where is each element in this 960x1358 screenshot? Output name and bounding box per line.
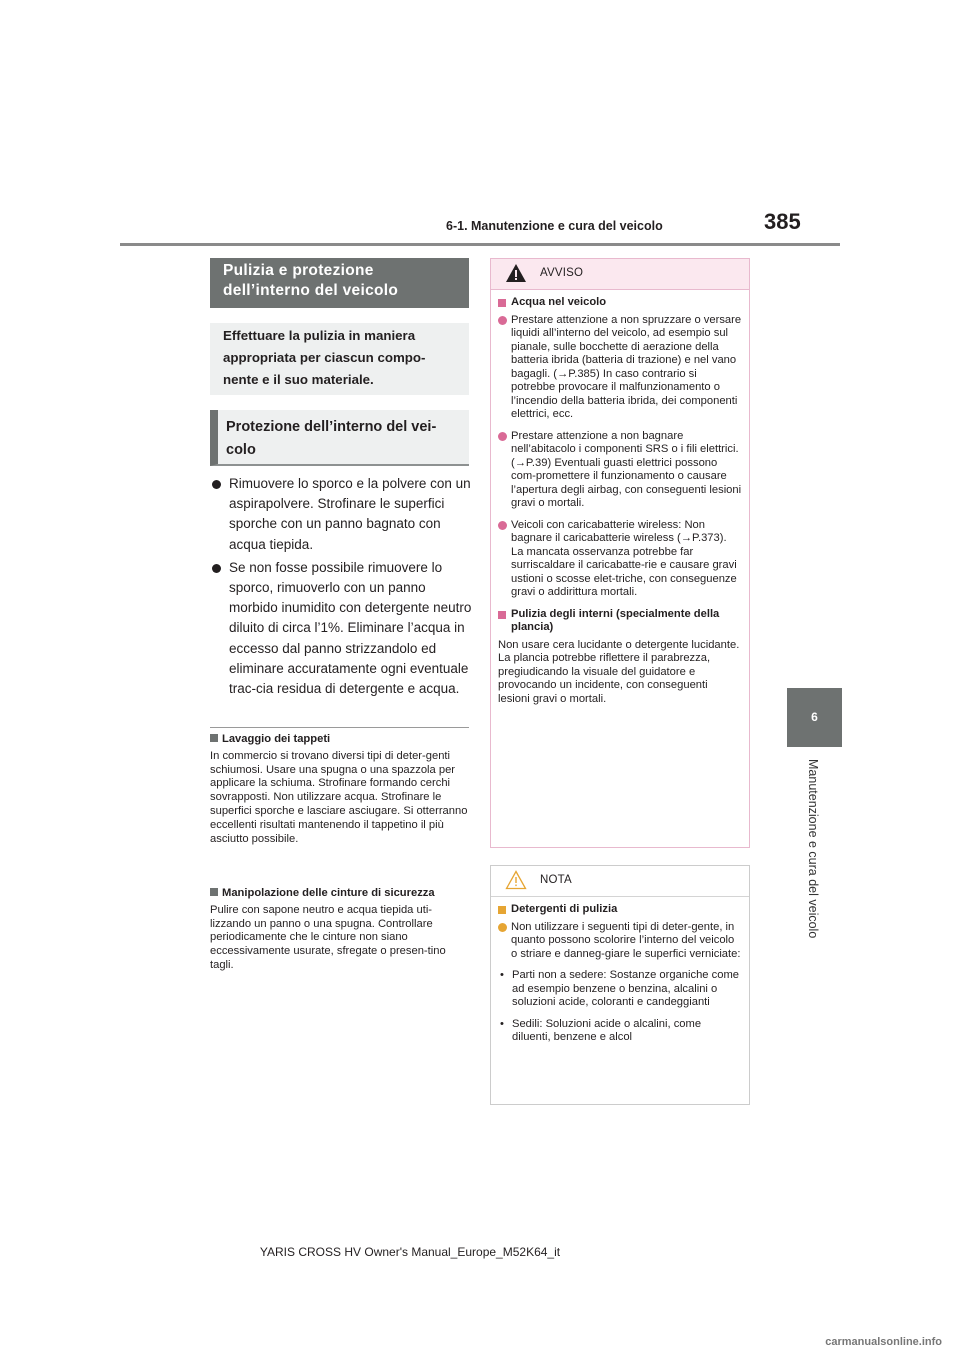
note-heading-text: Lavaggio dei tappeti	[222, 733, 331, 745]
notice-label: NOTA	[540, 874, 572, 886]
notice-heading	[498, 903, 742, 917]
watermark: carmanualsonline.info	[825, 1336, 942, 1348]
square-bullet-icon	[210, 734, 218, 742]
note-heading-text: Manipolazione delle cinture di sicurezza	[222, 887, 435, 899]
notice-dash-item	[498, 1018, 742, 1045]
notice-item-text: Non utilizzare i seguenti tipi di deter-gente, in quanto possono scolorire l’interno del veicolo o striare e danneg-giare le superfici verniciate:	[511, 920, 741, 960]
warning-header	[491, 259, 749, 290]
intro-text: Effettuare la pulizia in maniera appropriata per ciascun compo-nente e il suo materiale.	[210, 323, 469, 395]
warning-label: AVVISO	[540, 267, 584, 279]
warning-heading-text: Acqua nel veicolo	[511, 296, 607, 308]
footer	[0, 1245, 960, 1259]
warning-item-text: Veicoli con caricabatterie wireless: Non bagnare il caricabatterie wireless (→P.373). La mancata osservanza potrebbe far surriscaldare il caricabatte-rie e causare gravi ustioni o scosse elet-triche, con conseguenze gravi o addirittura mortali.	[511, 518, 737, 598]
warning-section-heading	[498, 296, 742, 310]
footer-text: YARIS CROSS HV Owner's Manual_Europe_M52K64_it	[259, 1245, 561, 1259]
square-bullet-icon	[210, 888, 218, 896]
circle-bullet-icon	[498, 432, 507, 441]
warning-item-text: Prestare attenzione a non spruzzare o versare liquidi all’interno del veicolo, ad esempio sul pianale, sulle bocchette di aerazione della batteria ibrida (batteria di trazione) e nel vano bagagli. (→P.385) In caso contrario si potrebbe provocare il malfunzionamento o l’incendio della batteria ibrida, dei componenti elettrici, ecc.	[511, 313, 742, 420]
notice-header	[491, 866, 749, 897]
notice-dash-text: Sedili: Soluzioni acide o alcalini, come diluenti, benzene e alcol	[512, 1017, 702, 1043]
divider	[210, 727, 469, 728]
bullet-list	[210, 474, 472, 702]
warning-heading-text: Pulizia degli interni (specialmente della plancia)	[511, 607, 720, 633]
header-rule	[120, 243, 840, 246]
note-body: In commercio si trovano diversi tipi di deter-genti schiumosi. Usare una spugna o una spazzola per applicare la schiuma. Strofinare formando cerchi sovrapposti. Non utilizzare acqua. Strofinare le superfici sporche e lasciare asciugare. Si otterranno eccellenti risultati mantenendo il tappetino il più asciutto possibile.	[210, 749, 468, 845]
square-bullet-icon	[498, 299, 506, 307]
chapter-label: Manutenzione e cura del veicolo	[806, 759, 820, 939]
section-header: 6-1. Manutenzione e cura del veicolo	[446, 219, 663, 233]
warning-triangle-icon	[505, 263, 527, 283]
notice-body	[491, 897, 749, 1045]
warning-item-text: Prestare attenzione a non bagnare nell’abitacolo i componenti SRS o i fili elettrici. (→P.39) Eventuali guasti elettrici possono com-promettere il funzionamento o causare l’apertura degli airbag, con conseguenti lesioni gravi o mortali.	[511, 429, 742, 509]
warning-box	[490, 258, 750, 848]
bullet-item	[210, 558, 472, 699]
page-number: 385	[764, 209, 801, 234]
notice-dash-item	[498, 969, 742, 1010]
bullet-item	[210, 474, 472, 555]
circle-bullet-icon	[498, 923, 507, 932]
notice-heading-text: Detergenti di pulizia	[511, 903, 618, 915]
section-title: Pulizia e protezione dell’interno del veicolo	[210, 258, 469, 308]
notice-dash-text: Parti non a sedere: Sostanze organiche come ad esempio benzene o benzina, alcalini o soluzioni acide, coloranti e candeggianti	[512, 969, 739, 1008]
note-heading	[210, 887, 472, 901]
note-carpets	[210, 733, 472, 846]
warning-item	[498, 430, 742, 511]
warning-item	[498, 314, 742, 422]
warning-item	[498, 519, 742, 600]
bullet-dot-icon	[212, 480, 221, 489]
caution-triangle-icon	[505, 870, 527, 890]
dot-bullet-icon: •	[500, 1017, 504, 1030]
warning-text: Non usare cera lucidante o detergente lucidante. La plancia potrebbe riflettere il parabrezza, pregiudicando la visuale del guidatore e provocando un incidente, con conseguenti lesioni gravi o mortali.	[498, 638, 740, 705]
note-seatbelts	[210, 887, 472, 973]
square-bullet-icon	[498, 611, 506, 619]
chapter-number: 6	[811, 710, 818, 724]
circle-bullet-icon	[498, 316, 507, 325]
dot-bullet-icon: •	[500, 969, 504, 981]
notice-item	[498, 921, 742, 962]
chapter-side-label	[787, 747, 842, 1047]
warning-body	[491, 290, 749, 706]
bullet-dot-icon	[212, 564, 221, 573]
square-bullet-icon	[498, 906, 506, 914]
circle-bullet-icon	[498, 521, 507, 530]
subsection-title: Protezione dell’interno del vei-colo	[210, 410, 469, 466]
bullet-text: Rimuovere lo sporco e la polvere con un aspirapolvere. Strofinare le superfici sporche con un panno bagnato con acqua tiepida.	[229, 476, 471, 552]
note-body: Pulire con sapone neutro e acqua tiepida uti-lizzando un panno o una spugna. Controllare periodicamente che le cinture non siano eccessivamente usurate, sfregate o presen-tino tagli.	[210, 903, 446, 971]
warning-section-heading	[498, 608, 742, 635]
note-heading	[210, 733, 472, 747]
bullet-text: Se non fosse possibile rimuovere lo sporco, rimuoverlo con un panno morbido inumidito con detergente neutro diluito di circa l’1%. Eliminare l’acqua in eccesso dal panno strizzandolo ed eliminare accuratamente ogni eventuale trac-cia residua di detergente e acqua.	[229, 559, 472, 697]
notice-box	[490, 865, 750, 1105]
